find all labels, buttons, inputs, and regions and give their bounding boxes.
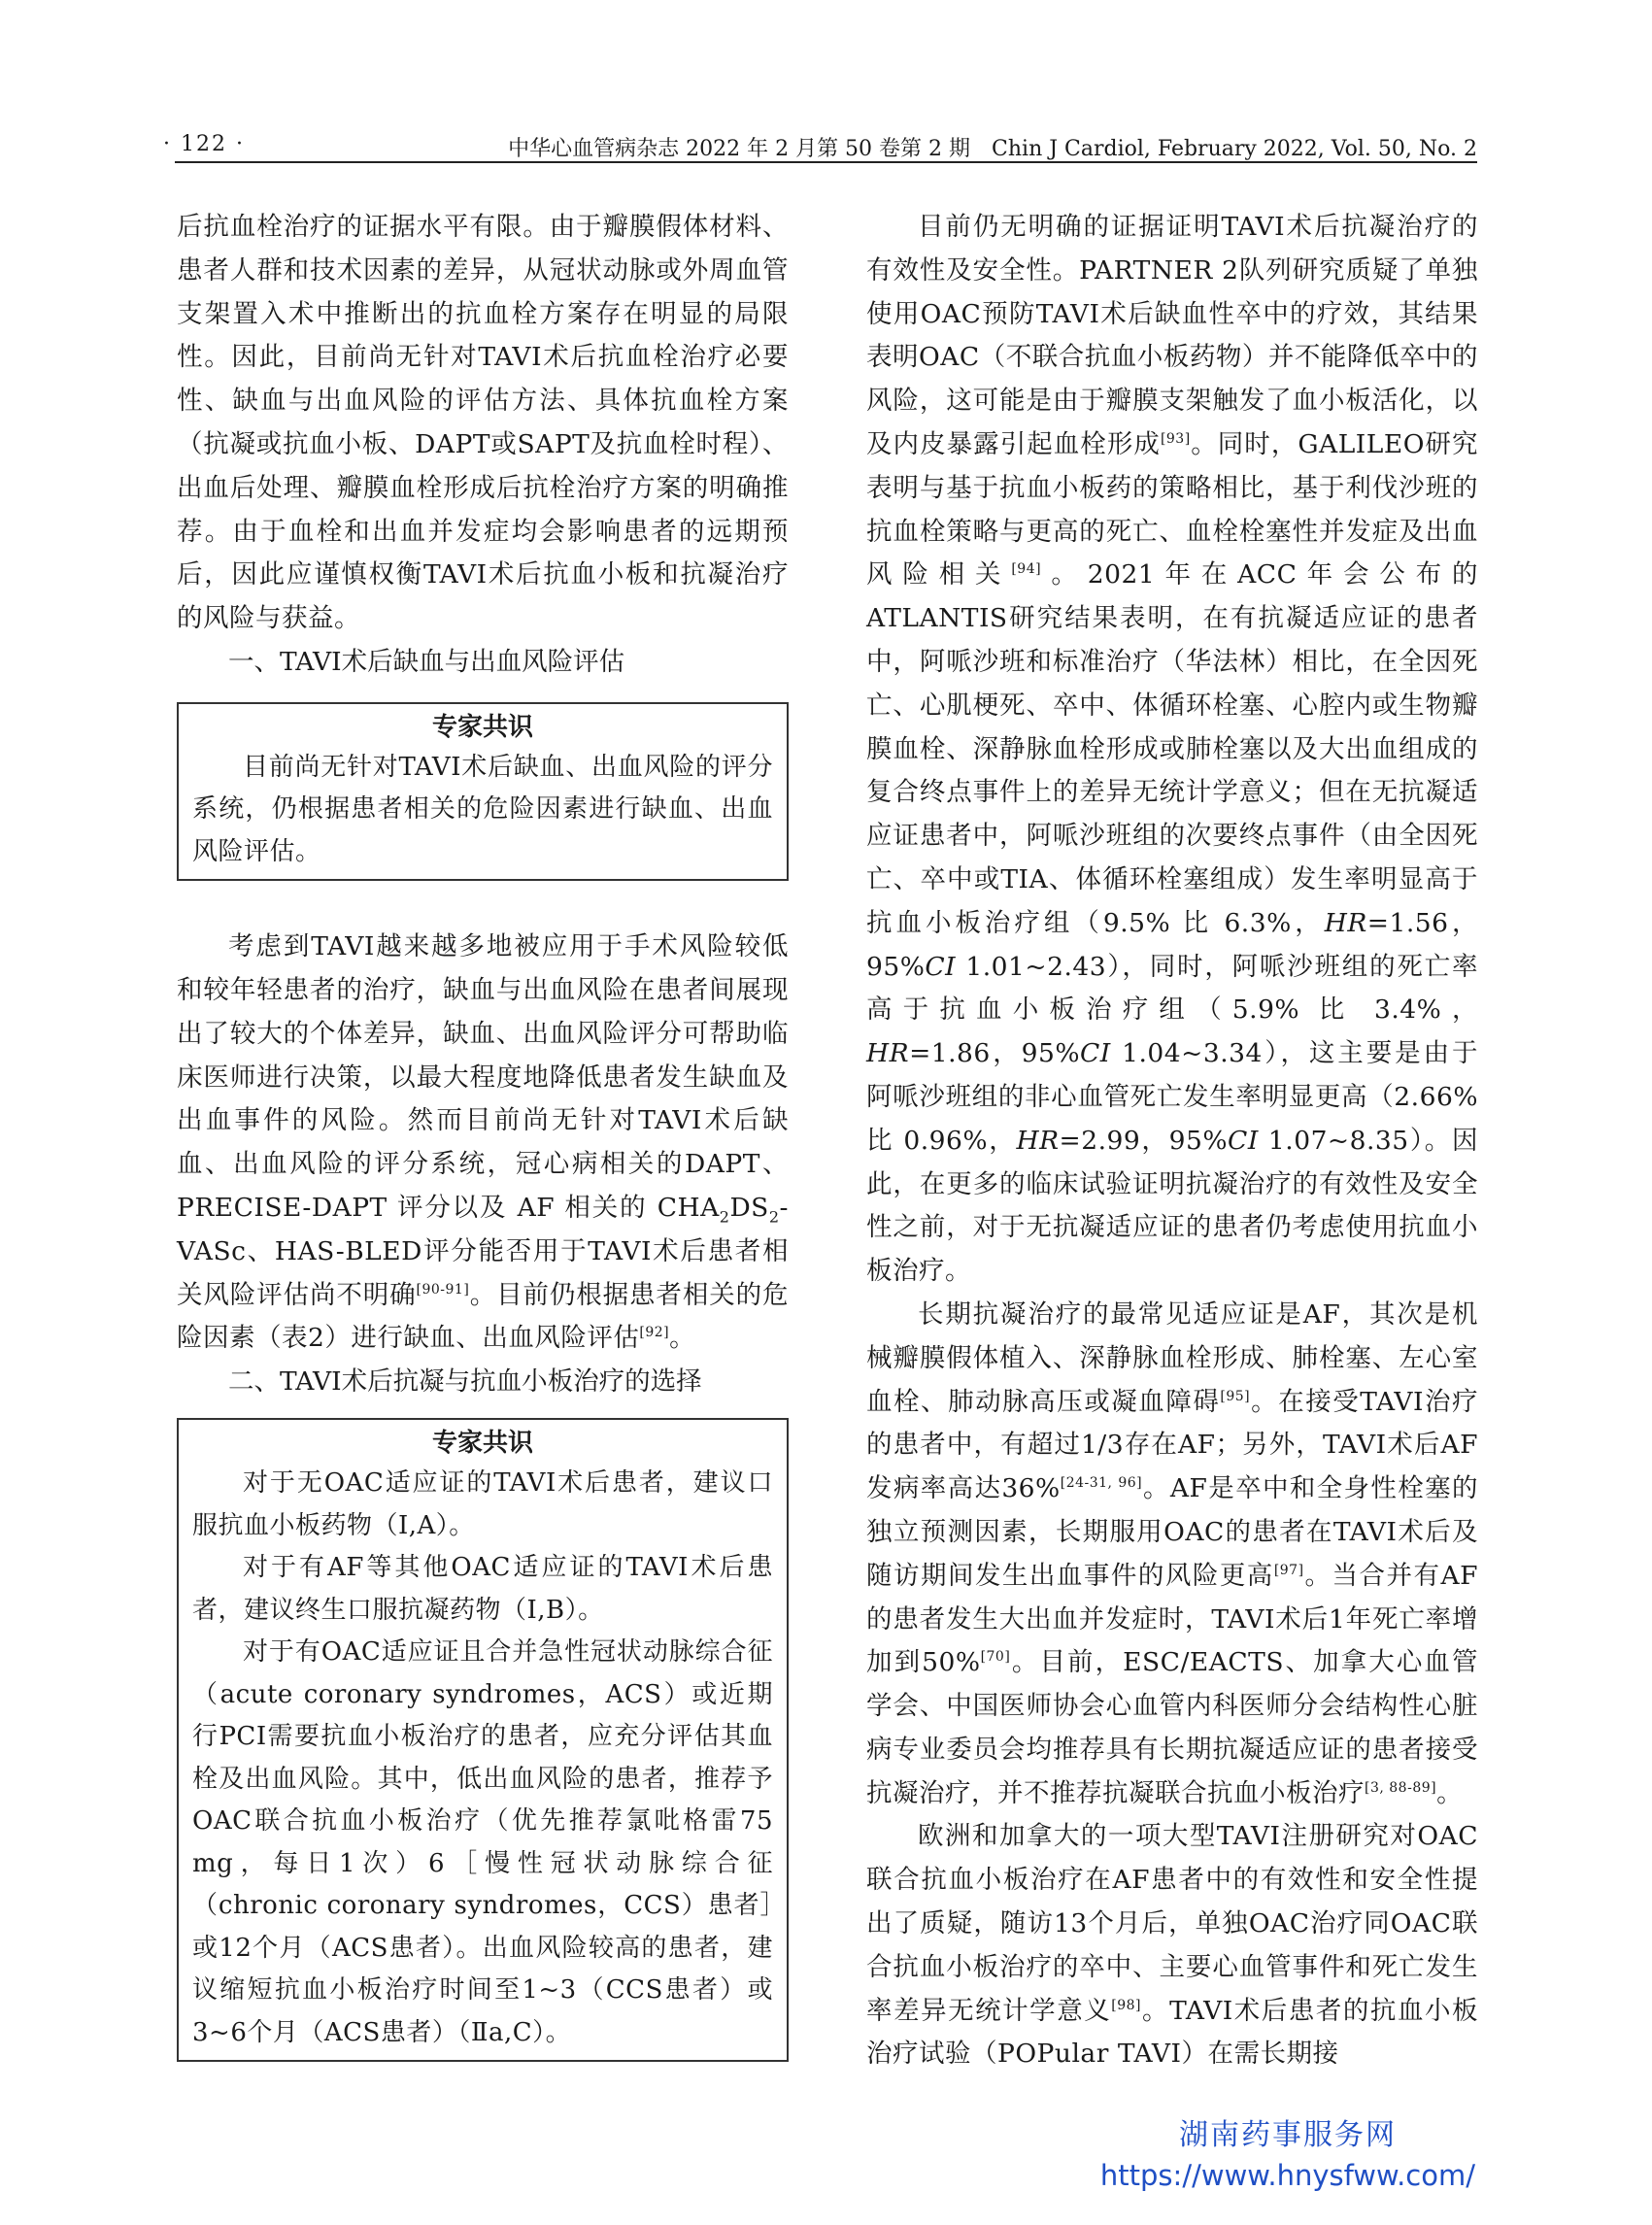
watermark-name: 湖南药事服务网 [1178, 2118, 1397, 2152]
section-heading-1: 一、TAVI术后缺血与出血风险评估 [228, 646, 625, 677]
paragraph-long-term-anticoagulation: 长期抗凝治疗的最常见适应证是AF，其次是机械瓣膜假体植入、深静脉血栓形成、肺栓塞、左心室血栓、肺动脉高压或凝血障碍[95]。在接受TAVI治疗的患者中，有超过1/3存在AF；另外，TAVI术后AF发病率高达36%[24-31, 96]。AF是卒中和全身性栓塞的独立预测因素，长期服用OAC的患者在TAVI术后及随访期间发生出血事件的风险更高[97]。当合并有AF的患者发生大出血并发症时，TAVI术后1年死亡率增加到50%[70]。目前，ESC/EACTS、加拿大心血管学会、中国医师协会心血管内科医师分会结构性心脏病专业委员会均推荐具有长期抗凝适应证的患者接受抗凝治疗，并不推荐抗凝联合抗血小板治疗[3, 88-89]。 [866, 1298, 1479, 1808]
box-title: 专家共识 [431, 1429, 533, 1459]
citation[interactable]: [93] [1160, 431, 1191, 448]
paragraph-registry-study: 欧洲和加拿大的一项大型TAVI注册研究对OAC联合抗血小板治疗在AF患者中的有效性和安全性提出了质疑，随访13个月后，单独OAC治疗同OAC联合抗血小板治疗的卒中、主要心血管事件和死亡发生率差异无统计学意义[98]。TAVI术后患者的抗血小板治疗试验（POPular TAVI）在需长期接 [866, 1821, 1479, 2070]
paragraph-risk-assessment: 考虑到TAVI越来越多地被应用于手术风险较低和较年轻患者的治疗，缺血与出血风险在患者间展现出了较大的个体差异，缺血、出血风险评分可帮助临床医师进行决策，以最大程度地降低患者发生缺血及出血事件的风险。然而目前尚无针对TAVI术后缺血、出血风险的评分系统，冠心病相关的DAPT、PRECISE-DAPT 评分以及 AF 相关的 $CHA_2DS_2$-VASc、HAS-BLED评分能否用于TAVI术后患者相关风险评估尚不明确[90-91]。目前仍根据患者相关的危险因素（表2）进行缺血、出血风险评估[92]。 [177, 931, 789, 1354]
citation[interactable]: [97] [1273, 1562, 1304, 1578]
citation[interactable]: [24-31, 96] [1060, 1475, 1143, 1492]
citation[interactable]: [94] [1011, 561, 1042, 578]
box-text: 对于无OAC适应证的TAVI术后患者，建议口服抗血小板药物（Ⅰ,A）。 [192, 1468, 773, 1540]
citation[interactable]: [92] [639, 1325, 670, 1341]
page-number: · 122 · [163, 132, 245, 156]
left-column [177, 206, 789, 2062]
box-text: 目前尚无针对TAVI术后缺血、出血风险的评分系统，仍根据患者相关的危险因素进行缺血、出血风险评估。 [192, 752, 773, 866]
paragraph-anticoagulation-evidence: 目前仍无明确的证据证明TAVI术后抗凝治疗的有效性及安全性。PARTNER 2队列研究质疑了单独使用OAC预防TAVI术后缺血性卒中的疗效，其结果表明OAC（不联合抗血小板药物）并不能降低卒中的风险，这可能是由于瓣膜支架触发了血小板活化，以及内皮暴露引起血栓形成[93]。同时，GALILEO研究表明与基于抗血小板药的策略相比，基于利伐沙班的抗血栓策略与更高的死亡、血栓栓塞性并发症及出血风险相关[94]。2021年在ACC年会公布的ATLANTIS研究结果表明，在有抗凝适应证的患者中，阿哌沙班和标准治疗（华法林）相比，在全因死亡、心肌梗死、卒中、体循环栓塞、心腔内或生物瓣膜血栓、深静脉血栓形成或肺栓塞以及大出血组成的复合终点事件上的差异无统计学意义；但在无抗凝适应证患者中，阿哌沙班组的次要终点事件（由全因死亡、卒中或TIA、体循环栓塞组成）发生率明显高于抗血小板治疗组（9.5% 比 6.3%，HR=1.56，95%CI 1.01~2.43），同时，阿哌沙班组的死亡率高于抗血小板治疗组（5.9% 比 3.4%，HR=1.86，95%CI 1.04~3.34），这主要是由于阿哌沙班组的非心血管死亡发生率明显更高（2.66% 比 0.96%，HR=2.99，95%CI 1.07~8.35）。因此，在更多的临床试验证明抗凝治疗的有效性及安全性之前，对于无抗凝适应证的患者仍考虑使用抗血小板治疗。 [866, 212, 1479, 1287]
expert-consensus-box-2 [177, 1418, 789, 2062]
citation[interactable]: [90-91] [416, 1281, 470, 1298]
site-watermark [1100, 2115, 1475, 2195]
citation[interactable]: [98] [1111, 1997, 1142, 2013]
box-text: 对于有OAC适应证且合并急性冠状动脉综合征（acute coronary syndromes，ACS）或近期行PCI需要抗血小板治疗的患者，应充分评估其血栓及出血风险。其中，低出血风险的患者，推荐予OAC联合抗血小板治疗（优先推荐氯吡格雷75 mg，每日1次）6［慢性冠状动脉综合征（chronic coronary syndromes，CCS）患者］或12个月（ACS患者）。出血风险较高的患者，建议缩短抗血小板治疗时间至1~3（CCS患者）或3~6个月（ACS患者）（Ⅱa,C）。 [192, 1637, 773, 2047]
expert-consensus-box-1 [177, 702, 789, 882]
citation[interactable]: [70] [980, 1649, 1011, 1666]
section-heading-2: 二、TAVI术后抗凝与抗血小板治疗的选择 [228, 1366, 702, 1398]
header-rule [175, 161, 1477, 163]
box-text: 对于有AF等其他OAC适应证的TAVI术后患者，建议终生口服抗凝药物（Ⅰ,B）。 [192, 1553, 773, 1625]
right-column [866, 206, 1478, 2076]
watermark-url[interactable]: https://www.hnysfww.com/ [1099, 2159, 1475, 2192]
citation[interactable]: [3, 88-89] [1365, 1779, 1437, 1796]
box-title: 专家共识 [431, 712, 533, 742]
paragraph-continuation: 后抗血栓治疗的证据水平有限。由于瓣膜假体材料、患者人群和技术因素的差异，从冠状动脉或外周血管支架置入术中推断出的抗血栓方案存在明显的局限性。因此，目前尚无针对TAVI术后抗血栓治疗必要性、缺血与出血风险的评估方法、具体抗血栓方案（抗凝或抗血小板、DAPT或SAPT及抗血栓时程）、出血后处理、瓣膜血栓形成后抗栓治疗方案的明确推荐。由于血栓和出血并发症均会影响患者的远期预后，因此应谨慎权衡TAVI术后抗血小板和抗凝治疗的风险与获益。 [177, 212, 789, 634]
citation[interactable]: [95] [1220, 1388, 1251, 1404]
journal-header: 中华心血管病杂志 2022 年 2 月第 50 卷第 2 期 Chin J Cardiol, February 2022, Vol. 50, No. 2 [508, 137, 1477, 161]
